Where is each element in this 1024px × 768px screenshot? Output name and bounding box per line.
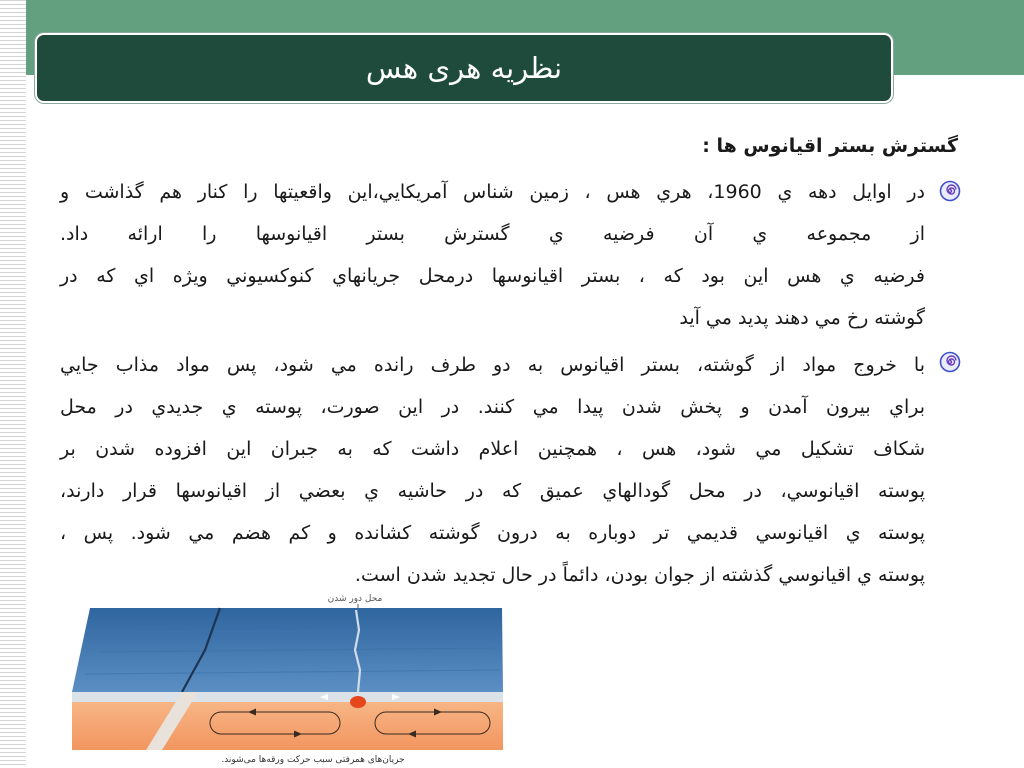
paragraph-line: فرضيه ي هس اين بود كه ، بستر اقيانوسها درمحل جريانهاي كنوكسيوني ويژه اي كه در [60, 265, 925, 287]
spiral-bullet-icon [939, 351, 961, 373]
paragraph-line: شكاف تشكيل مي شود، هس ، همچنين اعلام داشت كه به جبران اين افزوده شدن بر [60, 438, 925, 460]
paragraph-line: از مجموعه ي آن فرضيه ي گسترش بستر اقيانوسها را ارائه داد. [60, 223, 925, 245]
mantle-layer [72, 702, 503, 750]
paragraph-line: در اوايل دهه ي 1960، هري هس ، زمين شناس آمريكايي،اين واقعيتها را كنار هم گذاشت و [60, 181, 926, 203]
left-stripe-decoration [0, 0, 26, 768]
paragraph-line: پوسته ي اقيانوسي گذشته از جوان بودن، دائماً در حال تجديد شدن است. [354, 564, 925, 586]
slide-title: نظریه هری هس [365, 51, 563, 85]
paragraph-line: گوشته رخ مي دهند پديد مي آيد [679, 307, 925, 329]
oceanic-crust-layer [72, 692, 503, 702]
bullet-paragraph-2 [60, 344, 925, 596]
bullet-paragraph-1 [60, 171, 925, 339]
magma-upwelling [350, 696, 366, 708]
spiral-bullet-icon [939, 180, 961, 202]
ridge-label: محل دور شدن [327, 594, 383, 604]
diagram-caption: جریان‌های همرفتی سبب حرکت ورقه‌ها می‌شوند. [221, 755, 405, 765]
paragraph-line: براي بيرون آمدن و پخش شدن پيدا مي كنند. در اين صورت، پوسته ي جديدي در محل [60, 396, 925, 418]
paragraph-line: پوسته اقيانوسي، در محل گودالهاي عميق كه در حاشيه ي بعضي از اقيانوسها قرار دارند، [60, 480, 925, 502]
title-box [35, 33, 893, 103]
seafloor-spreading-diagram [70, 590, 505, 768]
paragraph-line: پوسته ي اقيانوسي قديمي تر دوباره به درون گوشته كشانده و كم هضم مي شود. پس ، [60, 522, 925, 544]
section-heading: گسترش بستر اقیانوس ها : [702, 135, 958, 157]
paragraph-line: با خروج مواد از گوشته، بستر اقيانوس به دو طرف رانده مي شود، پس مواد مذاب جايي [60, 354, 925, 376]
